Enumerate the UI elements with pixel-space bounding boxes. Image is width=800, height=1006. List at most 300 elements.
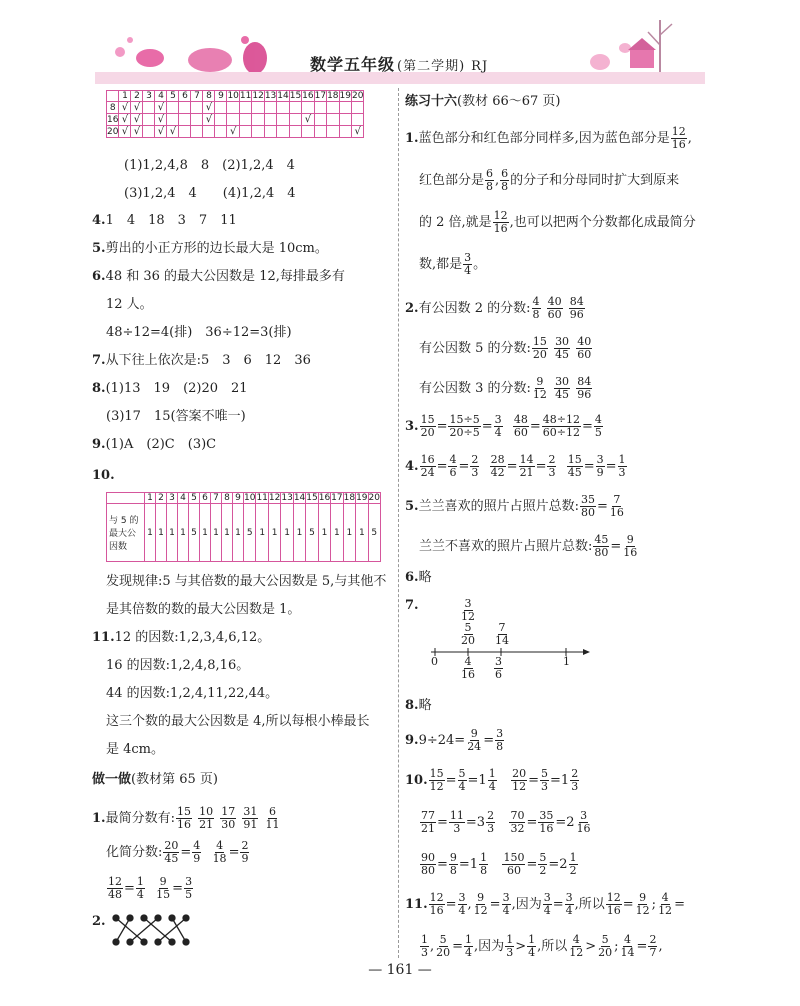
numerator: 9 (536, 375, 544, 388)
denominator: 91 (243, 818, 258, 831)
denominator: 4 (458, 904, 466, 917)
grid-cell: 1 (167, 504, 178, 562)
denominator: 5 (185, 888, 193, 901)
fraction-list (531, 295, 586, 321)
fraction (519, 454, 535, 479)
fraction-eq (162, 839, 202, 865)
grid-cell: 1 (331, 504, 343, 562)
grid-cell (239, 114, 251, 126)
grid-cell: 5 (306, 504, 318, 562)
numerator: 30 (555, 375, 570, 388)
fraction (671, 126, 687, 151)
question-5 (92, 241, 328, 257)
frac-4-16 (459, 656, 477, 681)
denominator: 18 (212, 852, 227, 865)
answer-10b: 是其倍数的数的最大公因数是 1。 (106, 602, 301, 617)
denominator: 20÷5 (449, 426, 480, 439)
numerator: 1 (421, 933, 428, 946)
grid-cell (302, 126, 314, 138)
fraction (569, 296, 585, 321)
operator: = (481, 419, 493, 434)
denominator: 4 (543, 904, 551, 917)
fraction (460, 622, 476, 647)
denominator: 4 (488, 780, 496, 793)
fraction (635, 892, 651, 917)
operator: = (526, 815, 538, 830)
numerator: 14 (519, 453, 534, 466)
header-decoration-left (0, 0, 800, 100)
numerator: 5 (464, 621, 472, 634)
grid-header-cell: 7 (191, 91, 203, 102)
grid-header-cell: 1 (145, 493, 156, 504)
denominator: 96 (569, 308, 584, 321)
fraction (485, 168, 494, 193)
numerator: 9 (159, 875, 167, 888)
numerator: 150 (503, 851, 525, 864)
simplify-row-2 (106, 876, 194, 901)
denominator: 16 (176, 818, 191, 831)
denominator: 5 (594, 426, 602, 439)
numerator: 6 (501, 167, 509, 180)
numerator: 70 (510, 809, 525, 822)
grid-header-cell: 9 (215, 91, 227, 102)
operator: =1 (458, 857, 479, 872)
grid-header-cell: 4 (155, 91, 167, 102)
denominator: 16 (493, 222, 508, 235)
fraction (547, 296, 563, 321)
text: 数,都是 (419, 257, 463, 272)
fraction (495, 728, 504, 753)
answer-text: 48 和 36 的最大公因数是 12,每排最多有 (105, 269, 345, 284)
r2-line-b (419, 336, 593, 361)
fraction (593, 534, 609, 559)
numerator: 4 (532, 295, 540, 308)
denominator: 60 (506, 864, 521, 877)
numerator: 3 (502, 891, 510, 904)
operator (259, 811, 263, 826)
fraction (502, 892, 511, 917)
fraction (493, 210, 509, 235)
grid-cell: 1 (318, 504, 330, 562)
operator: =1 (550, 773, 570, 788)
denominator: 4 (458, 780, 466, 793)
operator: =1 (467, 773, 487, 788)
grid-cell (227, 114, 239, 126)
grid-cell: 1 (356, 504, 368, 562)
fraction (576, 376, 592, 401)
text: ,因为 (474, 939, 505, 954)
answer-text: (1)A (2)C (3)C (105, 437, 217, 452)
grid-cell: √ (131, 114, 143, 126)
denominator: 8 (532, 308, 540, 321)
denominator: 8 (501, 180, 509, 193)
fraction (198, 806, 214, 831)
question-number: 2. (405, 301, 419, 316)
grid-header-cell: 12 (252, 91, 264, 101)
grid-row-label (107, 504, 145, 562)
operator (542, 301, 546, 316)
operator: = (535, 459, 547, 474)
grid-cell: 1 (156, 504, 167, 562)
numerator: 77 (421, 809, 435, 822)
matching-diagram (110, 912, 200, 948)
fraction (265, 806, 281, 831)
grid-header-cell: 13 (281, 493, 293, 503)
grid-header-cell: 19 (356, 493, 368, 503)
grid-cell (264, 126, 276, 138)
fraction (240, 840, 249, 865)
denominator: 3 (487, 822, 495, 835)
grid-header-cell: 8 (222, 493, 233, 504)
fraction (462, 251, 473, 277)
grid-cell: √ (119, 102, 131, 114)
question-number: 8. (405, 698, 419, 713)
grid-header-cell (107, 91, 119, 102)
grid-header-cell: 14 (293, 493, 306, 503)
header-title (310, 52, 488, 75)
question-number: 5. (92, 241, 106, 256)
denominator: 20 (436, 946, 451, 959)
operator: = (582, 419, 593, 434)
fraction-eq (579, 493, 626, 519)
grid-cell (327, 102, 339, 114)
grid-header-cell: 20 (351, 91, 364, 101)
fraction (486, 810, 495, 835)
fraction-eq (211, 839, 251, 865)
answer-text: 从下往上依次是:5 3 6 12 36 (105, 353, 311, 368)
grid-cell (289, 126, 301, 138)
denominator: 21 (519, 466, 534, 479)
text: ,所以 (574, 897, 605, 912)
denominator: 11 (265, 818, 280, 831)
grid-header-cell: 1 (119, 91, 131, 102)
denominator: 20 (461, 634, 475, 647)
fraction (220, 806, 236, 831)
fraction-eq (566, 453, 628, 479)
grid-cell (239, 102, 251, 114)
grid-cell (289, 102, 301, 114)
numerator: 3 (185, 875, 193, 888)
grid-cell (264, 102, 276, 114)
grid-cell: √ (302, 114, 314, 126)
denominator: 20 (420, 426, 435, 439)
frac-5-20 (459, 622, 477, 647)
operator (489, 857, 501, 872)
operator: = (437, 815, 448, 830)
numerator: 1 (528, 933, 536, 946)
numerator: 2 (571, 767, 579, 780)
grid-cell: 5 (244, 504, 256, 562)
grid-header-cell: 5 (167, 91, 179, 102)
denominator: 7 (649, 946, 657, 959)
grid-cell (239, 126, 251, 138)
denominator: 8 (496, 740, 504, 753)
fraction (538, 810, 554, 835)
fraction-eq (419, 453, 481, 479)
fraction-eq (419, 413, 504, 439)
numerator: 5 (601, 933, 609, 946)
grid-cell (227, 102, 239, 114)
numerator: 4 (624, 933, 632, 946)
grid-cell: √ (119, 126, 131, 138)
fraction (420, 414, 436, 439)
denominator: 3 (541, 780, 549, 793)
grid-header-cell: 13 (264, 91, 277, 101)
tick-0: 0 (431, 655, 438, 668)
numerator: 4 (193, 839, 201, 852)
r-question-9 (405, 728, 505, 753)
numerator: 12 (606, 891, 621, 904)
denominator: 48 (108, 888, 122, 901)
label: 有公因数 5 的分数: (419, 341, 531, 356)
grid-cell (289, 114, 301, 126)
denominator: 12 (473, 904, 488, 917)
grid-cell: 1 (343, 504, 355, 562)
numerator: 90 (421, 851, 435, 864)
grid-header-cell: 17 (314, 91, 327, 101)
grid-header-cell: 3 (143, 91, 155, 102)
fraction (479, 852, 488, 877)
r-question-3 (405, 414, 604, 439)
fraction (596, 454, 605, 479)
numerator: 3 (580, 809, 588, 822)
grid-cell (264, 114, 276, 126)
denominator: 4 (465, 946, 473, 959)
operator: ; (614, 939, 619, 954)
operator: = (228, 845, 240, 860)
text: 9÷24= (418, 733, 466, 748)
answer-11e: 是 4cm。 (106, 742, 165, 757)
operator: = (528, 773, 540, 788)
numerator: 5 (541, 767, 549, 780)
numerator: 7 (613, 493, 621, 506)
r2-line-c (419, 376, 593, 401)
grid-header-cell: 10 (244, 493, 256, 503)
answer-text: (1)13 19 (2)20 21 (105, 381, 248, 396)
fraction (458, 768, 467, 793)
denominator: 15 (156, 888, 171, 901)
fraction-eq (489, 453, 558, 479)
fraction (609, 494, 625, 519)
grid-cell (302, 102, 314, 114)
numerator: 9 (470, 727, 478, 740)
grid-header-cell: 4 (178, 493, 189, 504)
fraction (538, 852, 547, 877)
grid-cell (327, 114, 339, 126)
denominator: 16 (609, 506, 624, 519)
grid-cell (179, 114, 191, 126)
numerator: 15 (420, 413, 435, 426)
numerator: 3 (565, 891, 573, 904)
fraction (568, 934, 584, 959)
denominator: 12 (429, 780, 444, 793)
grid-cell: √ (155, 114, 167, 126)
fraction (576, 336, 592, 361)
fraction (567, 454, 583, 479)
grid-cell (327, 126, 339, 138)
fraction (448, 414, 480, 439)
text: 红色部分是 (419, 173, 485, 188)
denominator: 12 (658, 904, 673, 917)
grid-cell (277, 126, 289, 138)
numerator: 1 (506, 933, 514, 946)
numerator: 4 (449, 453, 457, 466)
fraction (502, 852, 525, 877)
grid-cell (339, 102, 351, 114)
frac-3-6 (493, 656, 504, 681)
operator: = (445, 773, 457, 788)
operator (564, 301, 568, 316)
grid-header-cell: 10 (227, 91, 239, 101)
question-number: 10. (92, 468, 115, 483)
operator: = (452, 939, 464, 954)
numerator: 1 (618, 453, 626, 466)
fraction (176, 806, 192, 831)
r-question-4 (405, 454, 628, 479)
denominator: 80 (421, 864, 435, 877)
numerator: 2 (241, 839, 249, 852)
denominator: 12 (512, 780, 527, 793)
fraction (648, 934, 657, 959)
fraction (464, 934, 473, 959)
fraction (580, 494, 596, 519)
question-number: 7. (405, 598, 419, 613)
denominator: 9 (596, 466, 604, 479)
fraction-list (531, 335, 593, 361)
fraction-list (175, 805, 282, 831)
section-ref: (教材 66～67 页) (457, 94, 561, 109)
fraction (500, 168, 509, 193)
operator: =2 (548, 857, 568, 872)
grid-header-cell: 20 (368, 493, 380, 503)
frac-7-14 (493, 622, 511, 647)
grid-header-cell: 11 (239, 91, 252, 101)
operator: = (172, 881, 184, 896)
text: 蓝色部分和红色部分同样多,因为蓝色部分是 (418, 131, 670, 146)
question-8 (92, 381, 248, 397)
r-question-7 (405, 598, 419, 614)
operator: ; (651, 897, 657, 912)
operator: = (483, 733, 495, 748)
fraction (420, 454, 436, 479)
denominator: 16 (461, 668, 475, 681)
denominator: 2 (539, 864, 547, 877)
fraction (620, 934, 636, 959)
fraction (435, 934, 451, 959)
grid-header-cell: 19 (339, 91, 351, 101)
denominator: 12 (532, 388, 547, 401)
grid-cell: √ (155, 126, 167, 138)
fraction (429, 892, 445, 917)
grid-cell (277, 102, 289, 114)
fraction (511, 768, 527, 793)
denominator: 12 (569, 946, 584, 959)
operator (498, 773, 510, 788)
operator (215, 811, 219, 826)
r-question-10 (405, 768, 580, 793)
denominator: 45 (555, 388, 570, 401)
numerator: 3 (496, 727, 504, 740)
grid-cell: √ (203, 102, 215, 114)
r-question-5 (405, 494, 626, 519)
denominator: 20 (532, 348, 547, 361)
section-title: 练习十六 (405, 94, 458, 109)
operator: = (436, 419, 448, 434)
fraction (420, 810, 436, 835)
grid-cell (167, 102, 179, 114)
denominator: 3 (571, 780, 579, 793)
question-number: 6. (405, 570, 419, 585)
numerator: 9 (626, 533, 634, 546)
fraction (460, 598, 476, 623)
numerator: 3 (596, 453, 604, 466)
numerator: 3 (543, 891, 551, 904)
denominator: 24 (467, 740, 482, 753)
numerator: 1 (136, 875, 144, 888)
denominator: 3 (453, 822, 461, 835)
text: 。 (473, 257, 487, 272)
grid-header-cell: 8 (203, 91, 215, 102)
answer-text: 剪出的小正方形的边长最大是 10cm。 (105, 241, 328, 256)
fraction (492, 209, 510, 235)
denominator: 4 (502, 904, 510, 917)
mixed-eq-row (419, 810, 593, 835)
numerator: 12 (429, 891, 444, 904)
denominator: 8 (480, 864, 488, 877)
book-subtitle: (第二学期) (397, 59, 466, 74)
gcd-grid (106, 492, 381, 562)
fraction-list (531, 375, 593, 401)
grid-cell (215, 126, 227, 138)
grid-cell (191, 114, 203, 126)
operator: > (585, 939, 597, 954)
grid-header-cell: 7 (211, 493, 222, 504)
numerator: 5 (439, 933, 447, 946)
denominator: 42 (490, 466, 505, 479)
denominator: 9 (193, 852, 201, 865)
answer-6b: 12 人。 (106, 297, 153, 312)
numerator: 15 (567, 453, 582, 466)
question-number: 2. (92, 914, 106, 929)
operator: = (489, 897, 501, 912)
grid-label-line: 最大公 (109, 529, 137, 539)
question-number: 9. (405, 733, 419, 748)
numerator: 9 (449, 851, 457, 864)
denominator: 14 (620, 946, 635, 959)
denominator: 60 (513, 426, 528, 439)
denominator: 4 (565, 904, 573, 917)
operator: = (124, 881, 135, 896)
page-number: — 161 — (368, 962, 432, 978)
numerator: 2 (548, 453, 556, 466)
denominator: 16 (539, 822, 554, 835)
numerator: 30 (555, 335, 570, 348)
factor-grid (106, 90, 364, 138)
numerator: 1 (480, 851, 488, 864)
denominator: 8 (486, 180, 494, 193)
grid-cell: √ (119, 114, 131, 126)
column-divider (398, 88, 399, 958)
fraction (513, 414, 529, 439)
numerator: 40 (577, 335, 592, 348)
denominator: 12 (635, 904, 650, 917)
denominator: 96 (577, 388, 592, 401)
label: 化简分数: (106, 845, 163, 860)
text: 的分子和分母同时扩大到原来 (510, 173, 680, 188)
grid-header-cell: 15 (306, 493, 318, 503)
numerator: 84 (577, 375, 592, 388)
numerator: 28 (490, 453, 505, 466)
